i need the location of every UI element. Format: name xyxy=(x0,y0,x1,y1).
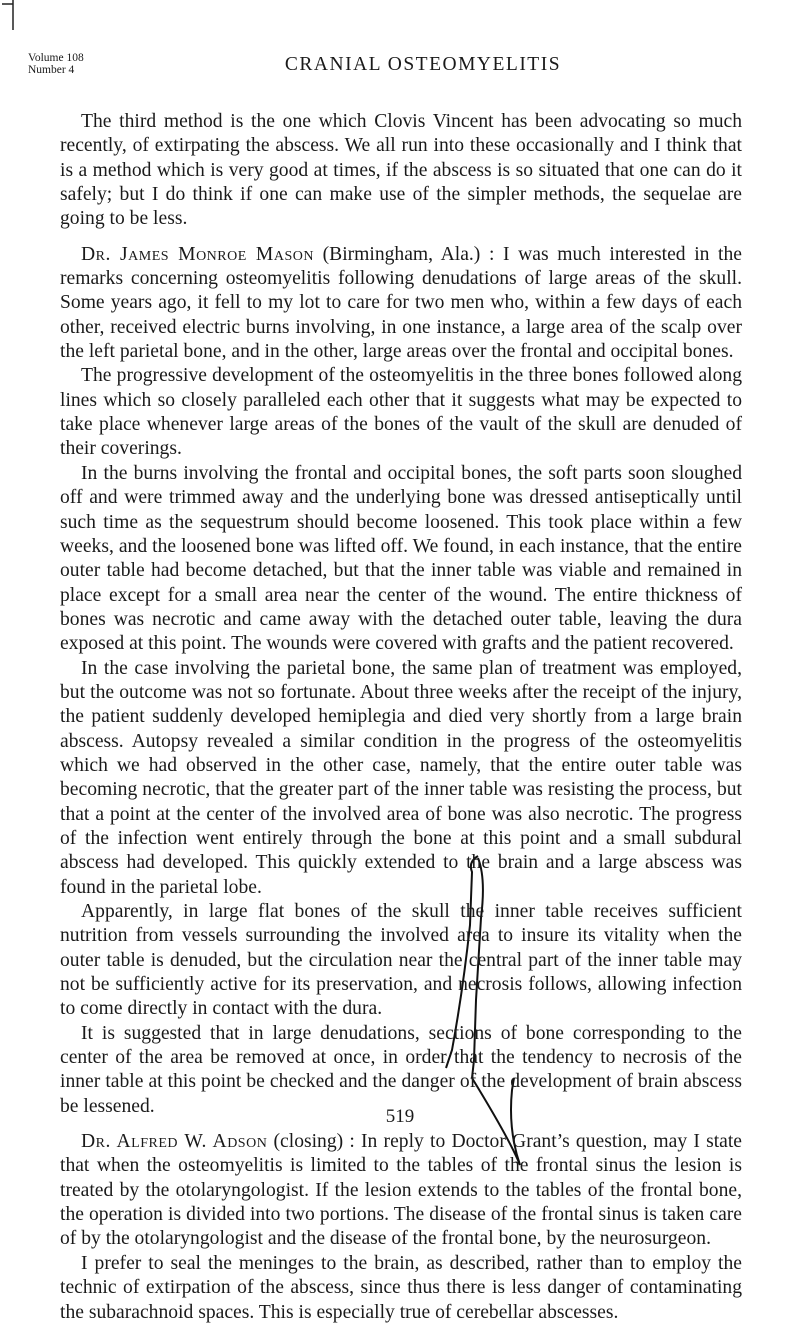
volume-label: Volume 108 xyxy=(28,52,84,64)
paragraph-2-text: (Birmingham, Ala.) : I was much interested in the remarks concerning osteomyelitis following denudations of large areas of the skull. Some years ago, it fell to my lot to care for two men who, within a few days of each other, received electric burns involving, in one instance, a large area of the scalp over the left parietal bone, and in the other, large areas over the frontal and occipital bones. xyxy=(60,243,742,363)
paragraph-6: Apparently, in large flat bones of the skull the inner table receives sufficient nutrition from vessels surrounding the involved area to insure its vitality when the outer table is denuded, but the circulation near the central part of the inner table may not be sufficiently active for its preservation, and necrosis follows, allowing infection to come directly in contact with the dura. xyxy=(60,901,742,1020)
speaker-name-mason: Dr. James Monroe Mason xyxy=(81,243,314,265)
paragraph-9: I prefer to seal the meninges to the brain, as described, rather than to employ the technic of extirpation of the abscess, since thus there is less danger of contaminating the subarachnoid spaces. This is especially true of cerebellar abscesses. xyxy=(60,1252,742,1323)
running-head xyxy=(28,52,778,92)
article-body xyxy=(60,110,742,1325)
paragraph-8-text: (closing) : In reply to Doctor Grant’s question, may I state that when the osteomyelitis is limited to the tables of the frontal sinus the lesion is treated by the otolaryngologist. If the lesion extends to the tables of the frontal bone, the operation is divided into two portions. The disease of the frontal sinus is taken care of by the otolaryngologist and the disease of the frontal bone, by the neurosurgeon. xyxy=(60,1131,742,1250)
paragraph-1: The third method is the one which Clovis Vincent has been advocating so much recently, of extirpating the abscess. We all run into these occasionally and I think that is a method which is very good at times, if the abscess is so situated that one can do it safely; but I do think if one can make use of the simpler methods, the sequelae are going to be less. xyxy=(60,111,742,230)
paragraph-7: It is suggested that in large denudations, sections of bone corresponding to the center of the area be removed at once, in order that the tendency to necrosis of the inner table at this point be checked and the danger of the development of brain abscess be lessened. xyxy=(60,1022,742,1117)
paragraph-4: In the burns involving the frontal and occipital bones, the soft parts soon sloughed off and were trimmed away and the underlying bone was dressed antiseptically until such time as the sequestrum should become loosened. This took place within a few weeks, and the loosened bone was lifted off. We found, in each instance, that the entire outer table had become detached, but that the inner table was viable and remained in place except for a small area near the center of the wound. The entire thickness of bones was necrotic and came away with the detached outer table, leaving the dura exposed at this point. The wounds were covered with grafts and the patient recovered. xyxy=(60,462,742,655)
page-number: 519 xyxy=(385,1106,415,1127)
paragraph-mason-intro xyxy=(60,243,742,365)
paragraph-adson-intro xyxy=(60,1130,742,1252)
paragraph-5: In the case involving the parietal bone, the same plan of treatment was employed, but the outcome was not so fortunate. About three weeks after the receipt of the injury, the patient suddenly developed hemiplegia and died very shortly from a large brain abscess. Autopsy revealed a similar condition in the progress of the osteomyelitis which we had observed in the other case, namely, that the entire outer table was becoming necrotic, that the greater part of the inner table was resisting the process, but that a point at the center of the involved area of bone was also necrotic. The progress of the infection went entirely through the bone at this point and a small subdural abscess had developed. This quickly extended to the brain and a large abscess was found in the parietal lobe. xyxy=(60,657,742,898)
issue-number-label: Number 4 xyxy=(28,64,75,76)
running-title: CRANIAL OSTEOMYELITIS xyxy=(284,54,562,75)
speaker-name-adson: Dr. Alfred W. Adson xyxy=(81,1131,268,1153)
paragraph-3: The progressive development of the osteomyelitis in the three bones followed along lines which so closely paralleled each other that it suggests what may be expected to take place whenever large areas of the bones of the vault of the skull are denuded of their coverings. xyxy=(60,365,742,460)
corner-mark xyxy=(2,0,13,30)
